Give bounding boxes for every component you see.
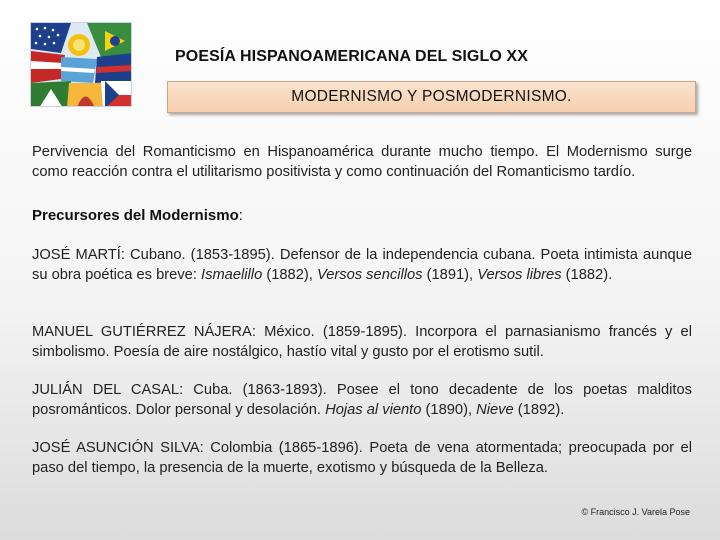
section-heading-label: Precursores del Modernismo (32, 207, 239, 224)
author-entry-asuncion-silva (32, 439, 692, 478)
author-entry-text (32, 381, 692, 420)
author-entry-marti (32, 246, 692, 285)
section-heading-suffix: : (238, 207, 243, 224)
intro-text: Pervivencia del Romanticismo en Hispanoamérica durante mucho tiempo. El Modernismo surge como reacción contra el utilitarismo positivista y como continuación del Romanticismo tardío. (32, 144, 692, 180)
author-text: (1882), (262, 266, 317, 283)
author-entry-text (32, 246, 692, 285)
author-text: (1891), (422, 266, 478, 283)
work-title: Versos libres (477, 266, 562, 283)
author-entry-gutierrez-najera (32, 323, 692, 362)
work-title: Hojas al viento (325, 401, 422, 418)
subtitle-text: MODERNISMO Y POSMODERNISMO. (291, 88, 572, 105)
author-text: JULIÁN DEL CASAL: Cuba. (1863-1893). Posee el tono decadente de los poetas malditos posrománticos. Dolor personal y desolación. (32, 382, 692, 418)
work-title: Ismaelillo (201, 266, 263, 283)
work-title: Nieve (476, 401, 514, 418)
subtitle-banner (167, 81, 696, 113)
author-entry-text: JOSÉ ASUNCIÓN SILVA: Colombia (1865-1896). Poeta de vena atormentada; preocupada por el paso del tiempo, la presencia de la muerte, exotismo y búsqueda de la Belleza. (32, 440, 692, 476)
author-text: (1892). (513, 401, 565, 418)
author-entry-text: MANUEL GUTIÉRREZ NÁJERA: México. (1859-1895). Incorpora el parnasianismo francés y el simbolismo. Poesía de aire nostálgico, hastío vital y gusto por el erotismo sutil. (32, 324, 692, 360)
author-text: (1890), (421, 401, 477, 418)
work-title: Versos sencillos (316, 266, 423, 283)
page-title: POESÍA HISPANOAMERICANA DEL SIGLO XX (175, 48, 528, 65)
intro-paragraph (32, 143, 692, 182)
flags-collage-logo (30, 22, 132, 107)
copyright-credit: © Francisco J. Varela Pose (581, 507, 690, 517)
author-text: (1882). (561, 266, 613, 283)
section-heading (32, 207, 243, 224)
author-entry-del-casal (32, 381, 692, 420)
author-text: JOSÉ MARTÍ: Cubano. (1853-1895). Defensor de la independencia cubana. Poeta intimista aunque su obra poética es breve: (32, 247, 692, 283)
